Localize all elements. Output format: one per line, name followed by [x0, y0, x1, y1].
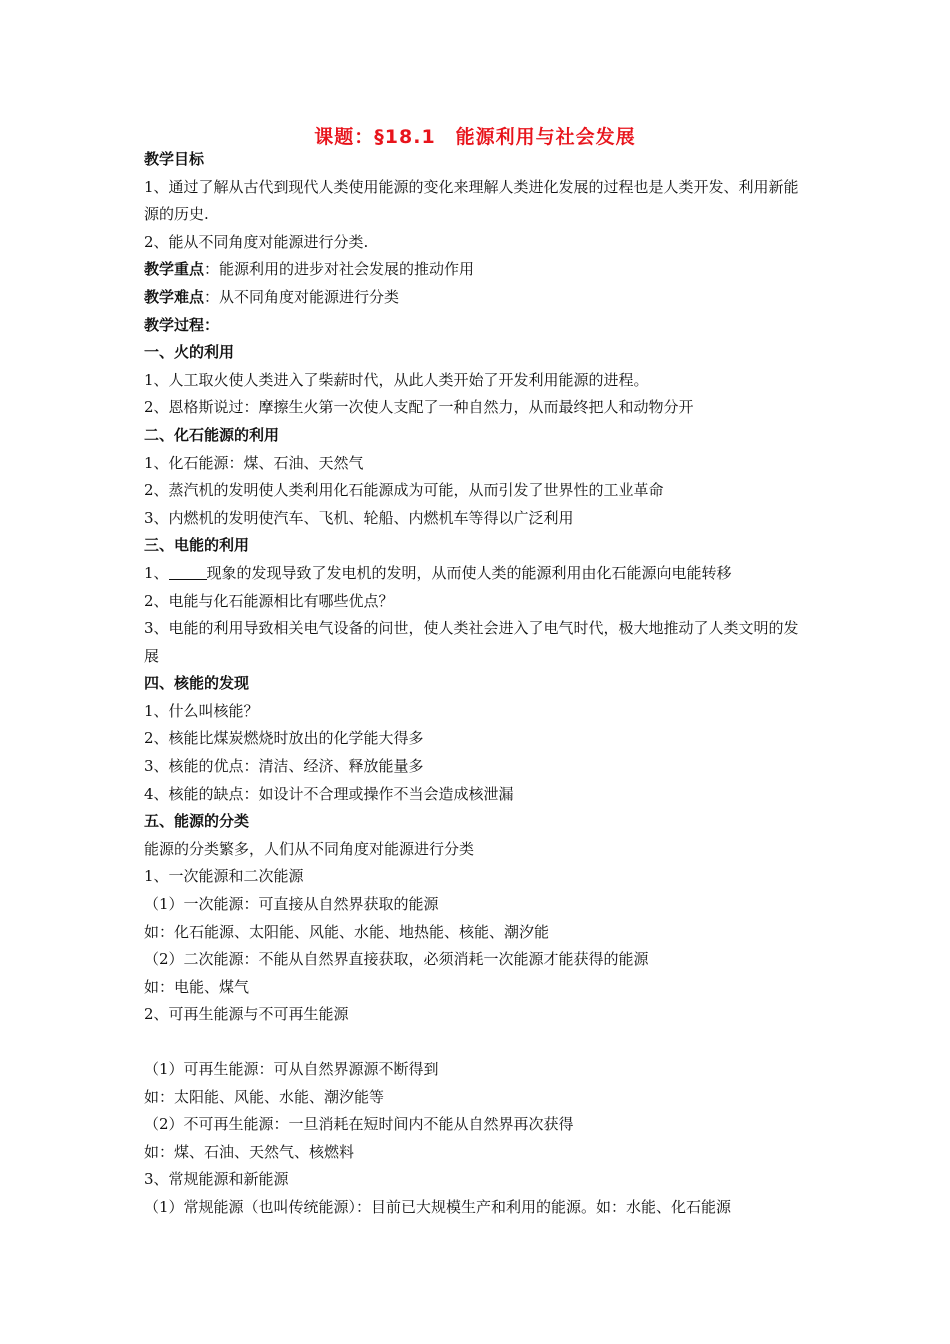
list-item: 3、内燃机的发明使汽车、飞机、轮船、内燃机车等得以广泛利用: [144, 508, 574, 527]
list-item: 1、化石能源：煤、石油、天然气: [144, 453, 364, 472]
list-item: 3、电能的利用导致相关电气设备的问世，使人类社会进入了电气时代，极大地推动了人类文明的发展: [144, 619, 799, 665]
blank-line: [144, 1029, 812, 1056]
key-point-text: ：能源利用的进步对社会发展的推动作用: [204, 260, 475, 279]
difficulty: [144, 284, 812, 312]
list-item: 1、一次能源和二次能源: [144, 867, 304, 886]
list-item: 如：太阳能、风能、水能、潮汐能等: [144, 1087, 385, 1106]
item-prefix: 1、: [144, 563, 169, 582]
list-item-fill-blank: [144, 560, 812, 588]
key-point: [144, 256, 812, 284]
list-item: 2、恩格斯说过：摩擦生火第一次使人支配了一种自然力，从而最终把人和动物分开: [144, 398, 694, 417]
list-item: 2、可再生能源与不可再生能源: [144, 1005, 349, 1024]
list-item: （1）可再生能源：可从自然界源源不断得到: [144, 1060, 439, 1078]
difficulty-label: 教学难点: [144, 287, 205, 306]
document-body: [144, 146, 812, 1222]
list-item: 1、人工取火使人类进入了柴薪时代，从此人类开始了开发利用能源的进程。: [144, 370, 649, 389]
list-item: 3、核能的优点：清洁、经济、释放能量多: [144, 757, 424, 776]
list-item: 如：煤、石油、天然气、核燃料: [144, 1142, 355, 1161]
list-item: （1）常规能源（也叫传统能源）：目前已大规模生产和利用的能源。如：水能、化石能源: [144, 1197, 732, 1216]
process-heading: 教学过程：: [144, 315, 220, 334]
list-item: 1、什么叫核能？: [144, 701, 259, 720]
list-item: 2、核能比煤炭燃烧时放出的化学能大得多: [144, 729, 424, 748]
list-item: 4、核能的缺点：如设计不合理或操作不当会造成核泄漏: [144, 784, 514, 803]
list-item: 3、常规能源和新能源: [144, 1170, 289, 1189]
list-item: （2）不可再生能源：一旦消耗在短时间内不能从自然界再次获得: [144, 1115, 574, 1134]
list-item: 2、蒸汽机的发明使人类利用化石能源成为可能，从而引发了世界性的工业革命: [144, 481, 664, 500]
list-item: （1）一次能源：可直接从自然界获取的能源: [144, 895, 439, 914]
section-heading: 一、火的利用: [144, 343, 235, 362]
difficulty-text: ：从不同角度对能源进行分类: [204, 287, 400, 306]
list-item: 如：化石能源、太阳能、风能、水能、地热能、核能、潮汐能: [144, 922, 550, 941]
list-item: （2）二次能源：不能从自然界直接获取，必须消耗一次能源才能获得的能源: [144, 950, 649, 969]
section-heading: 四、核能的发现: [144, 674, 250, 693]
list-item: 2、电能与化石能源相比有哪些优点？: [144, 591, 394, 610]
objective-2: 2、能从不同角度对能源进行分类.: [144, 232, 369, 251]
fill-in-blank: [169, 564, 207, 580]
page-title: 课题：§18.1 能源利用与社会发展: [314, 126, 636, 148]
list-item: 如：电能、煤气: [144, 977, 250, 996]
section-heading: 三、电能的利用: [144, 536, 250, 555]
objective-1: 1、通过了解从古代到现代人类使用能源的变化来理解人类进化发展的过程也是人类开发、利用新能源的历史.: [144, 177, 799, 224]
section-heading: 二、化石能源的利用: [144, 425, 280, 444]
key-point-label: 教学重点: [144, 260, 205, 279]
section-heading: 五、能源的分类: [144, 812, 250, 831]
objectives-heading: 教学目标: [144, 150, 205, 168]
item-text: 现象的发现导致了发电机的发明，从而使人类的能源利用由化石能源向电能转移: [206, 563, 732, 582]
paragraph: 能源的分类繁多，人们从不同角度对能源进行分类: [144, 839, 475, 858]
